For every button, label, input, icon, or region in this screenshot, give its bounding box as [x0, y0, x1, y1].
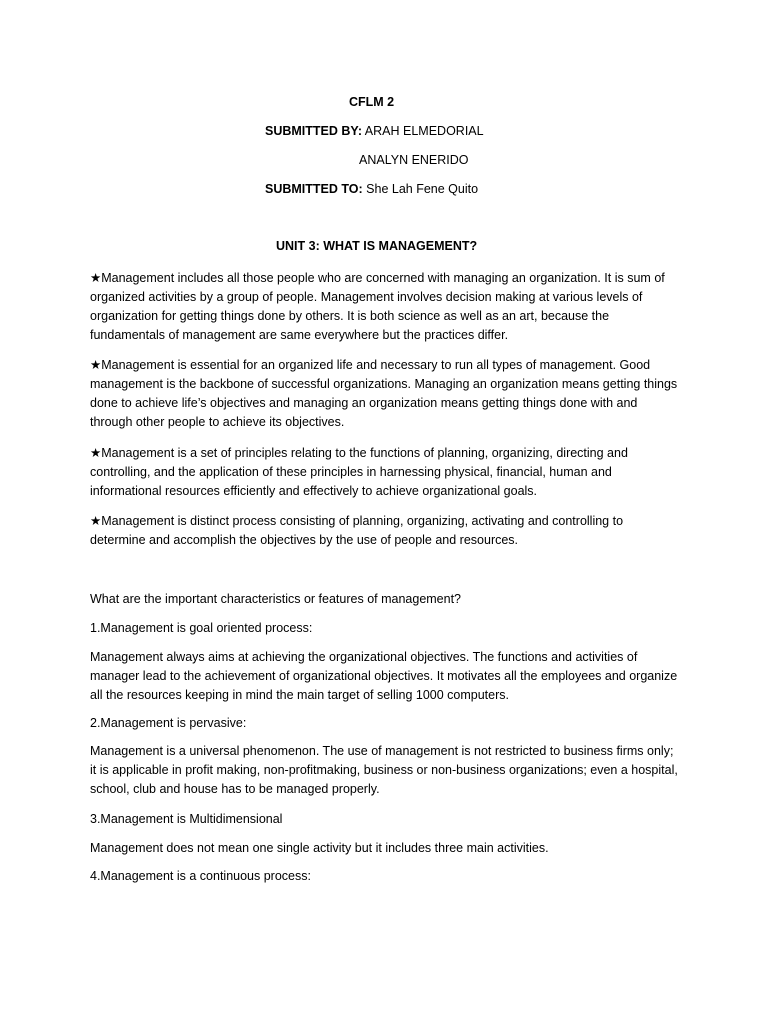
unit-title: UNIT 3: WHAT IS MANAGEMENT? — [276, 239, 478, 253]
submitted-by-name-1: ARAH ELMEDORIAL — [364, 124, 484, 138]
feature-heading-2: 2.Management is pervasive: — [90, 716, 247, 730]
features-question: What are the important characteristics or features of management? — [90, 592, 462, 606]
feature-body-1: Management always aims at achieving the organizational objectives. The functions and activities of manager lead to the achievement of organizational objectives. It motivates all the employees and organize all the resources keeping in mind the main target of selling 1000 computers. — [90, 650, 678, 702]
definition-paragraph-4: ★Management is distinct process consisting of planning, organizing, activating and controlling to determine and accomplish the objectives by the use of people and resources. — [90, 514, 624, 547]
course-title: CFLM 2 — [349, 95, 395, 109]
feature-body-3: Management does not mean one single activity but it includes three main activities. — [90, 841, 549, 855]
feature-heading-4: 4.Management is a continuous process: — [90, 869, 311, 883]
submitted-to-label: SUBMITTED TO: — [265, 182, 363, 196]
submitted-by-label: SUBMITTED BY: — [265, 124, 362, 138]
definition-paragraph-1: ★Management includes all those people who are concerned with managing an organization. It is sum of organized activities by a group of people. Management involves decision making at various levels of organization for getting things done by others. It is both science as well as an art, because the fundamentals of management are same everywhere but the practices differ. — [90, 271, 665, 342]
submitted-to-name: She Lah Fene Quito — [366, 182, 479, 196]
submitted-by-name-2: ANALYN ENERIDO — [359, 153, 469, 167]
feature-body-2: Management is a universal phenomenon. The use of management is not restricted to business firms only; it is applicable in profit making, non-profitmaking, business or non-business organizations; even a hospital, school, club and house has to be managed properly. — [90, 744, 678, 796]
definition-paragraph-2: ★Management is essential for an organized life and necessary to run all types of management. Good management is the backbone of successful organizations. Managing an organization means getting things done to achieve life’s objectives and managing an organization means getting things done with and through other people to achieve its objectives. — [90, 358, 678, 429]
definition-paragraph-3: ★Management is a set of principles relating to the functions of planning, organizing, directing and controlling, and the application of these principles in harnessing physical, financial, human and informational resources efficiently and effectively to achieve organizational goals. — [90, 446, 628, 498]
feature-heading-1: 1.Management is goal oriented process: — [90, 621, 313, 635]
submitted-to-line — [265, 180, 478, 199]
submitted-by-line — [265, 122, 484, 141]
feature-heading-3: 3.Management is Multidimensional — [90, 812, 283, 826]
